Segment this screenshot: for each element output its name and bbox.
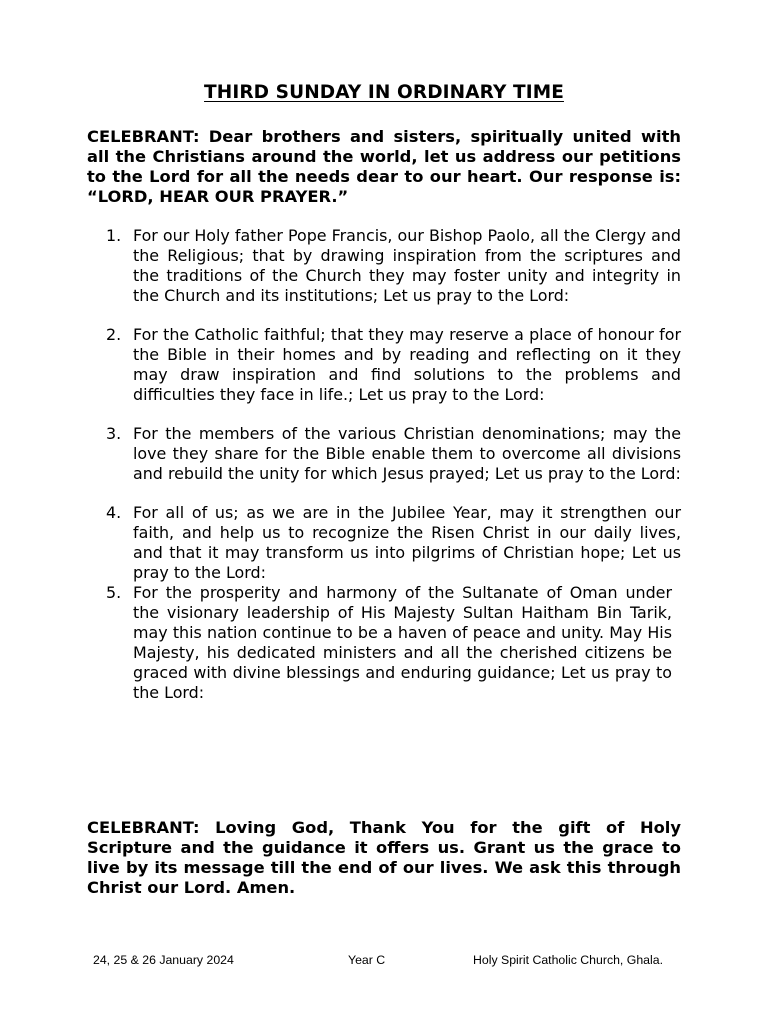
petition-number: 3. (106, 424, 122, 444)
page-title: THIRD SUNDAY IN ORDINARY TIME (204, 82, 564, 103)
petition-number: 1. (106, 226, 122, 245)
petition-text: For our Holy father Pope Francis, our Bishop Paolo, all the Clergy and the Religious; that by drawing inspiration from the scriptures and the traditions of the Church they may foster unity and integrity in the Church and its institutions; Let us pray to the Lord: (133, 226, 681, 305)
petition-text: For the members of the various Christian denominations; may the love they share for the Bible enable them to overcome all divisions and rebuild the unity for which Jesus prayed; Let us pray to the Lord: (133, 424, 681, 484)
petitions-list (106, 226, 681, 703)
petition-item (106, 325, 681, 405)
petition-item (106, 226, 681, 306)
petition-number: 2. (106, 325, 122, 345)
petition-text: For all of us; as we are in the Jubilee Year, may it strengthen our faith, and help us to recognize the Risen Christ in our daily lives, and that it may transform us into pilgrims of Christian hope; Let us pray to the Lord: (133, 503, 681, 583)
petition-number: 5. (106, 583, 122, 603)
petition-item (106, 583, 672, 702)
footer-church: Holy Spirit Catholic Church, Ghala. (473, 953, 663, 967)
footer-year: Year C (348, 953, 386, 967)
footer-dates: 24, 25 & 26 January 2024 (93, 953, 234, 967)
petition-text: For the Catholic faithful; that they may reserve a place of honour for the Bible in their homes and by reading and reflecting on it they may draw inspiration and find solutions to the problems and difficulties they face in life.; Let us pray to the Lord: (133, 325, 681, 404)
petition-item (106, 503, 681, 583)
petition-text: For the prosperity and harmony of the Sultanate of Oman under the visionary leadership of His Majesty Sultan Haitham Bin Tarik, may this nation continue to be a haven of peace and unity. May His Majesty, his dedicated ministers and all the cherished citizens be graced with divine blessings and enduring guidance; Let us pray to the Lord: (133, 583, 672, 702)
celebrant-intro: CELEBRANT: Dear brothers and sisters, spiritually united with all the Christians around the world, let us address our petitions to the Lord for all the needs dear to our heart. Our response is: “LORD, HEAR OUR PRAYER.” (87, 127, 681, 206)
celebrant-closing: CELEBRANT: Loving God, Thank You for the gift of Holy Scripture and the guidance it offers us. Grant us the grace to live by its message till the end of our lives. We ask this through Christ our Lord. Amen. (87, 818, 681, 897)
petition-item (106, 424, 681, 484)
petition-number: 4. (106, 503, 122, 523)
